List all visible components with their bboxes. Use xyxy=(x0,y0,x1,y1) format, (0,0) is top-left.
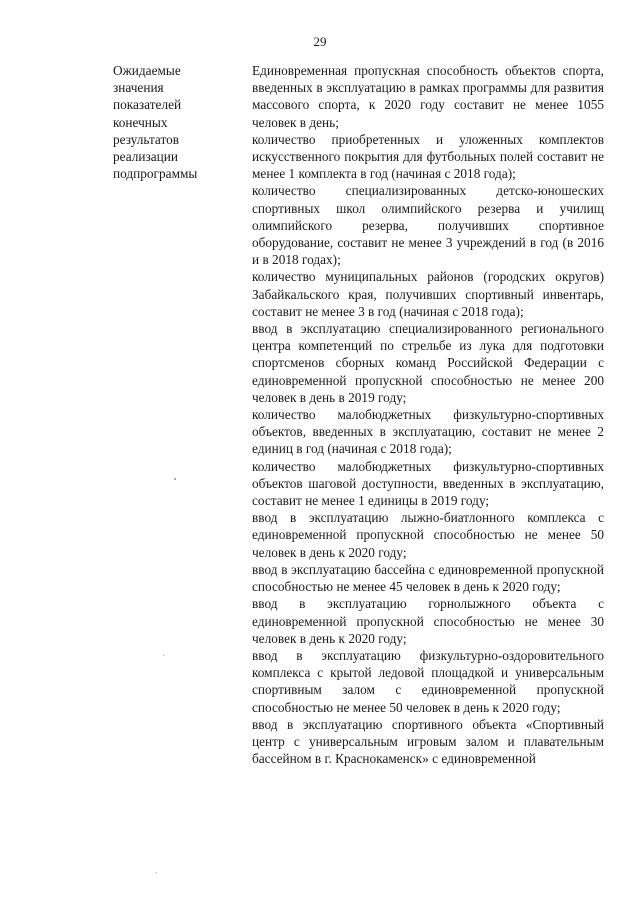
indicator-paragraph: ввод в эксплуатацию лыжно-биатлонного комплекса с единовременной пропускной способностью не менее 50 человек в день к 2020 году; xyxy=(252,510,604,560)
indicator-paragraph: количество малобюджетных физкультурно-спортивных объектов, введенных в эксплуатацию, составит не менее 2 единиц в год (начиная с 2018 года); xyxy=(252,407,604,457)
label-line: Ожидаемые xyxy=(113,63,181,78)
page-number: 29 xyxy=(313,34,327,49)
scan-speck xyxy=(156,872,157,873)
indicator-values xyxy=(252,62,604,767)
label-line: результатов xyxy=(113,131,180,147)
scan-speck xyxy=(174,478,176,480)
label-line: реализации xyxy=(113,149,178,165)
label-line: показателей xyxy=(113,97,182,113)
scan-speck xyxy=(163,655,164,656)
label-line: конечных xyxy=(113,114,168,130)
indicator-paragraph: ввод в эксплуатацию спортивного объекта «Спортивный центр с универсальным игровым залом и плавательным бассейном в г. Краснокаменск» с единовременной xyxy=(252,716,604,767)
indicator-paragraph: Единовременная пропускная способность объектов спорта, введенных в эксплуатацию в рамках программы для развития массового спорта, к 2020 году составит не менее 1055 человек в день; xyxy=(252,63,604,130)
indicator-paragraph: ввод в эксплуатацию специализированного регионального центра компетенций по стрельбе из лука для подготовки спортсменов сборных команд Российской Федерации с единовременной пропускной способностью не менее 200 человек в день в 2019 году; xyxy=(252,321,604,405)
indicator-paragraph: ввод в эксплуатацию бассейна с единовременной пропускной способностью не менее 45 человек в день к 2020 году; xyxy=(252,561,604,595)
indicator-paragraph: количество муниципальных районов (городских округов) Забайкальского края, получивших спортивный инвентарь, составит не менее 3 в год (начиная с 2018 года); xyxy=(252,269,604,319)
indicator-paragraph: количество приобретенных и уложенных комплектов искусственного покрытия для футбольных полей составит не менее 1 комплекта в год (начиная с 2018 года); xyxy=(252,131,604,182)
indicator-paragraph: количество специализированных детско-юношеских спортивных школ олимпийского резерва и училищ олимпийского резерва, получивших спортивное оборудование, составит не менее 3 учреждений в год (в 2016 и в 2018 годах); xyxy=(252,183,604,268)
indicator-paragraph: ввод в эксплуатацию горнолыжного объекта с единовременной пропускной способностью не менее 30 человек в день к 2020 году; xyxy=(252,596,604,646)
indicator-paragraph: количество малобюджетных физкультурно-спортивных объектов шаговой доступности, введенных в эксплуатацию, составит не менее 1 единицы в 2019 году; xyxy=(252,458,604,509)
indicator-paragraph: ввод в эксплуатацию физкультурно-оздоровительного комплекса с крытой ледовой площадкой и универсальным спортивным залом с единовременной пропускной способностью не менее 50 человек в день к 2020 году; xyxy=(252,647,604,715)
indicator-label xyxy=(113,62,223,182)
label-line: подпрограммы xyxy=(113,166,198,182)
label-line: значения xyxy=(113,80,164,96)
